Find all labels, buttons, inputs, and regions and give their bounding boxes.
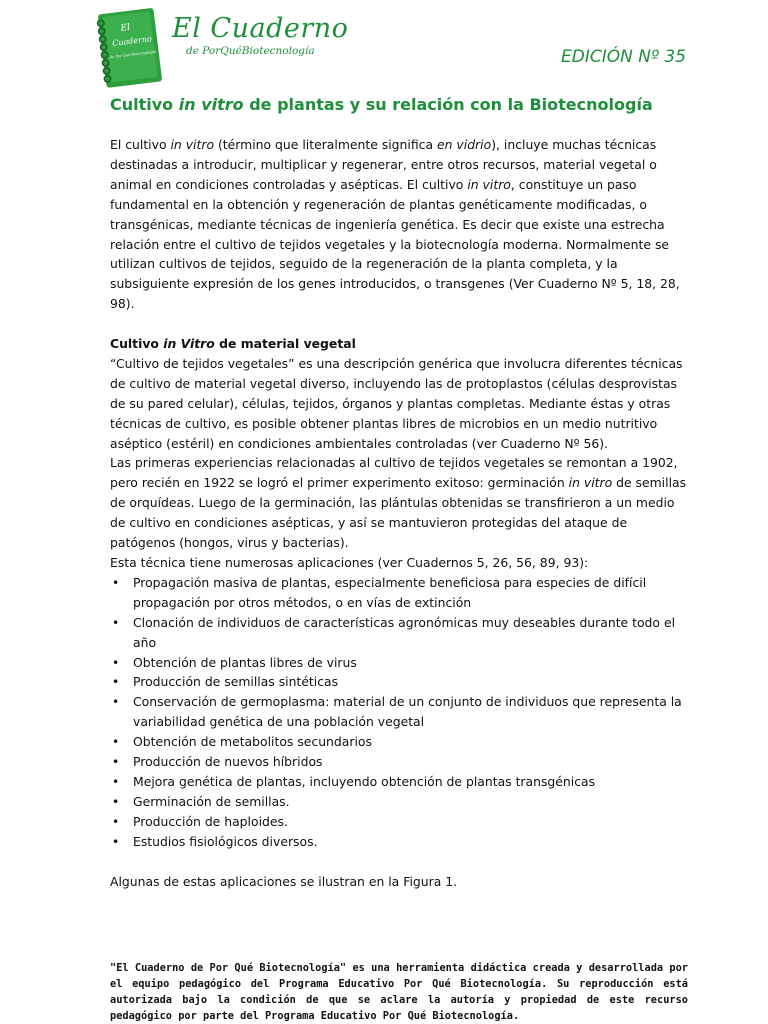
list-item: • Estudios fisiológicos diversos. <box>110 832 690 852</box>
applications-list <box>110 573 690 852</box>
logo-text-cuaderno: Cuaderno <box>111 34 153 48</box>
list-item: • Producción de haploides. <box>110 812 690 832</box>
page-title: Cultivo in vitro de plantas y su relación con la Biotecnología <box>110 95 653 114</box>
article-body <box>110 135 690 891</box>
edition-number: EDICIÓN Nº 35 <box>561 47 686 67</box>
list-item: • Clonación de individuos de características agronómicas muy deseables durante todo el año <box>110 613 690 653</box>
section-paragraph-3: Esta técnica tiene numerosas aplicaciones (ver Cuadernos 5, 26, 56, 89, 93): <box>110 555 589 571</box>
list-item: • Propagación masiva de plantas, especialmente beneficiosa para especies de difícil propagación por otros métodos, o en vías de extinción <box>110 573 690 613</box>
closing-paragraph: Algunas de estas aplicaciones se ilustran en la Figura 1. <box>110 873 458 889</box>
list-item: • Mejora genética de plantas, incluyendo obtención de plantas transgénicas <box>110 772 690 792</box>
section-heading: Cultivo in Vitro de material vegetal <box>110 336 356 352</box>
section-paragraph-2: Las primeras experiencias relacionadas al cultivo de tejidos vegetales se remontan a 1902, pero recién en 1922 se logró el primer experimento exitoso: germinación in vitro de semillas de orquídeas. Luego de la germinación, las plántulas obtenidas se transfirieron a un medio de cultivo en condiciones asépticas, y así se mantuvieron protegidas del ataque de patógenos (hongos, virus y bacterias). <box>110 455 687 551</box>
brand <box>172 14 348 58</box>
list-item: • Germinación de semillas. <box>110 792 690 812</box>
list-item: • Obtención de plantas libres de virus <box>110 653 690 673</box>
section-paragraph-1: “Cultivo de tejidos vegetales” es una descripción genérica que involucra diferentes técnicas de cultivo de material vegetal diverso, incluyendo las de protoplastos (células desprovistas de su pared celular), células, tejidos, órganos y plantas completas. Mediante éstas y otras técnicas de cultivo, es posible obtener plantas libres de microbios en un medio nutritivo aséptico (estéril) en condiciones ambientales controladas (ver Cuaderno Nº 56). <box>110 355 683 451</box>
logo-text-sub: de Por Qué Biotecnología <box>109 49 157 60</box>
logo-text-el: El <box>119 22 131 34</box>
brand-subtitle: de PorQuéBiotecnología <box>186 45 315 57</box>
list-item: • Producción de nuevos híbridos <box>110 752 690 772</box>
list-item: • Obtención de metabolitos secundarios <box>110 732 690 752</box>
list-item: • Conservación de germoplasma: material de un conjunto de individuos que representa la variabilidad genética de una población vegetal <box>110 692 690 732</box>
notebook-logo-icon <box>96 8 162 88</box>
brand-main: El Cuaderno <box>172 13 349 44</box>
list-item: • Producción de semillas sintéticas <box>110 672 690 692</box>
footer-notice: "El Cuaderno de Por Qué Biotecnología" es una herramienta didáctica creada y desarrollada por el equipo pedagógico del Programa Educativo Por Qué Biotecnología. Su reproducción está autorizada bajo la condición de que se aclare la autoría y propiedad de este recurso pedagógico por parte del Programa Educativo Por Qué Biotecnología. <box>110 962 688 1022</box>
intro-paragraph: El cultivo in vitro (término que literalmente significa en vidrio), incluye muchas técnicas destinadas a introducir, multiplicar y regenerar, entre otros recursos, material vegetal o animal en condiciones controladas y asépticas. El cultivo in vitro, constituye un paso fundamental en la obtención y regeneración de plantas genéticamente modificadas, o transgénicas, mediante técnicas de ingeniería genética. Es decir que existe una estrecha relación entre el cultivo de tejidos vegetales y la biotecnología moderna. Normalmente se utilizan cultivos de tejidos, seguido de la regeneración de la planta completa, y la subsiguiente expresión de los genes introducidos, o transgenes (Ver Cuaderno Nº 5, 18, 28, 98). <box>110 137 680 312</box>
